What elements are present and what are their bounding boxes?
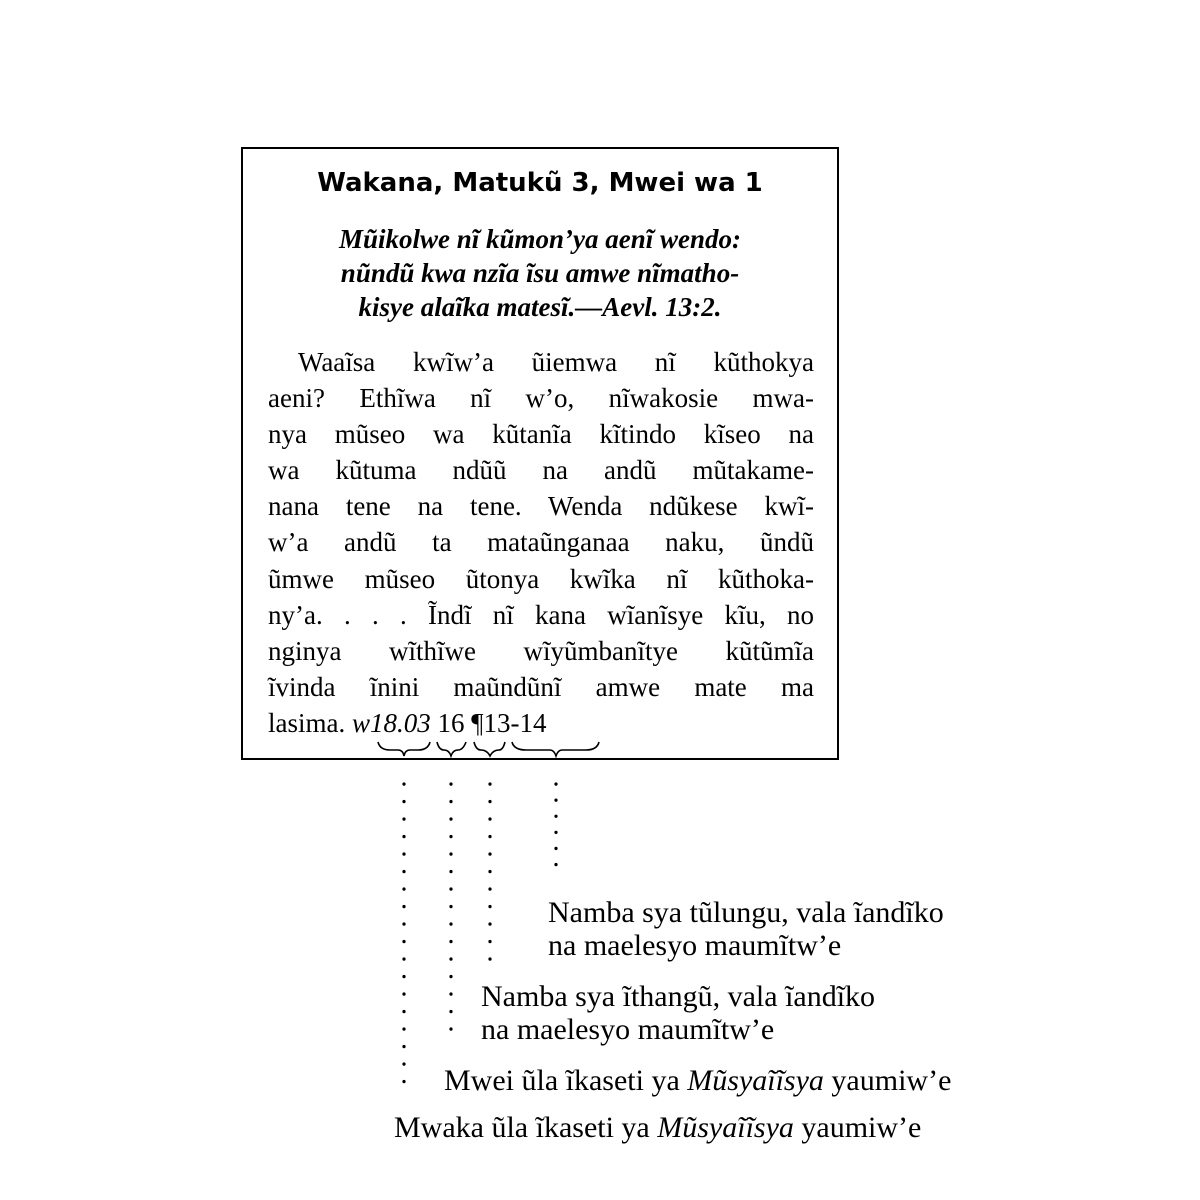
publication-reference: w18.03 xyxy=(351,707,431,738)
paragraphs-brace xyxy=(512,742,599,756)
year-label-post: yaumiw’e xyxy=(793,1111,922,1144)
page-label xyxy=(481,980,875,1046)
page-label-line1: Namba sya ĩthangũ, vala ĩandĩko xyxy=(481,980,876,1013)
body-line: nginya wĩthĩwe wĩyũmbanĩtye kũtũmĩa xyxy=(268,635,814,666)
year-brace xyxy=(378,742,430,756)
month-label-pre: Mwei ũla ĩkaseti ya xyxy=(444,1064,688,1097)
paragraph-reference: ¶13-14 xyxy=(471,707,547,738)
year-label-pre: Mwaka ũla ĩkaseti ya xyxy=(394,1111,658,1144)
daily-text-date-title: Wakana, Matukũ 3, Mwei wa 1 xyxy=(317,168,763,198)
month-label-italic: Mũsyaĩĩsya xyxy=(687,1064,824,1097)
page-brace xyxy=(474,742,505,756)
body-line: nana tene na tene. Wenda ndũkese kwĩ- xyxy=(268,491,814,522)
body-line: aeni? Ethĩwa nĩ w’o, nĩwakosie mwa- xyxy=(268,383,814,414)
page-label-line2: na maelesyo maumĩtw’e xyxy=(481,1013,775,1046)
scripture-line: kisye alaĩka matesĩ.—Aevl. 13:2. xyxy=(358,292,722,322)
scripture-line: nũndũ kwa nzĩa ĩsu amwe nĩmatho- xyxy=(340,258,740,288)
body-line: ny’a. . . . Ĩndĩ nĩ kana wĩanĩsye kĩu, no xyxy=(268,599,814,630)
year-label-italic: Mũsyaĩĩsya xyxy=(657,1111,794,1144)
year-label xyxy=(394,1111,921,1144)
body-line: wa kũtuma ndũũ na andũ mũtakame- xyxy=(268,455,814,486)
paragraphs-label xyxy=(548,896,944,962)
month-label-post: yaumiw’e xyxy=(823,1064,952,1097)
scripture-line: Mũikolwe nĩ kũmon’ya aenĩ wendo: xyxy=(338,224,742,254)
body-line: Waaĩsa kwĩw’a ũiemwa nĩ kũthokya xyxy=(298,347,814,377)
page-reference: 16 xyxy=(437,707,465,738)
body-line: nya mũseo wa kũtanĩa kĩtindo kĩseo na xyxy=(268,419,814,450)
body-line: ũmwe mũseo ũtonya kwĩka nĩ kũthoka- xyxy=(268,563,814,594)
month-brace xyxy=(437,742,466,756)
body-line-end-text: lasima. xyxy=(268,707,346,738)
paragraphs-label-line2: na maelesyo maumĩtw’e xyxy=(548,929,842,962)
body-line: ĩvinda ĩnini maũndũnĩ amwe mate ma xyxy=(268,671,814,702)
paragraphs-label-line1: Namba sya tũlungu, vala ĩandĩko xyxy=(548,896,944,929)
month-label xyxy=(444,1064,951,1097)
body-line: w’a andũ ta mataũnganaa naku, ũndũ xyxy=(268,527,814,558)
